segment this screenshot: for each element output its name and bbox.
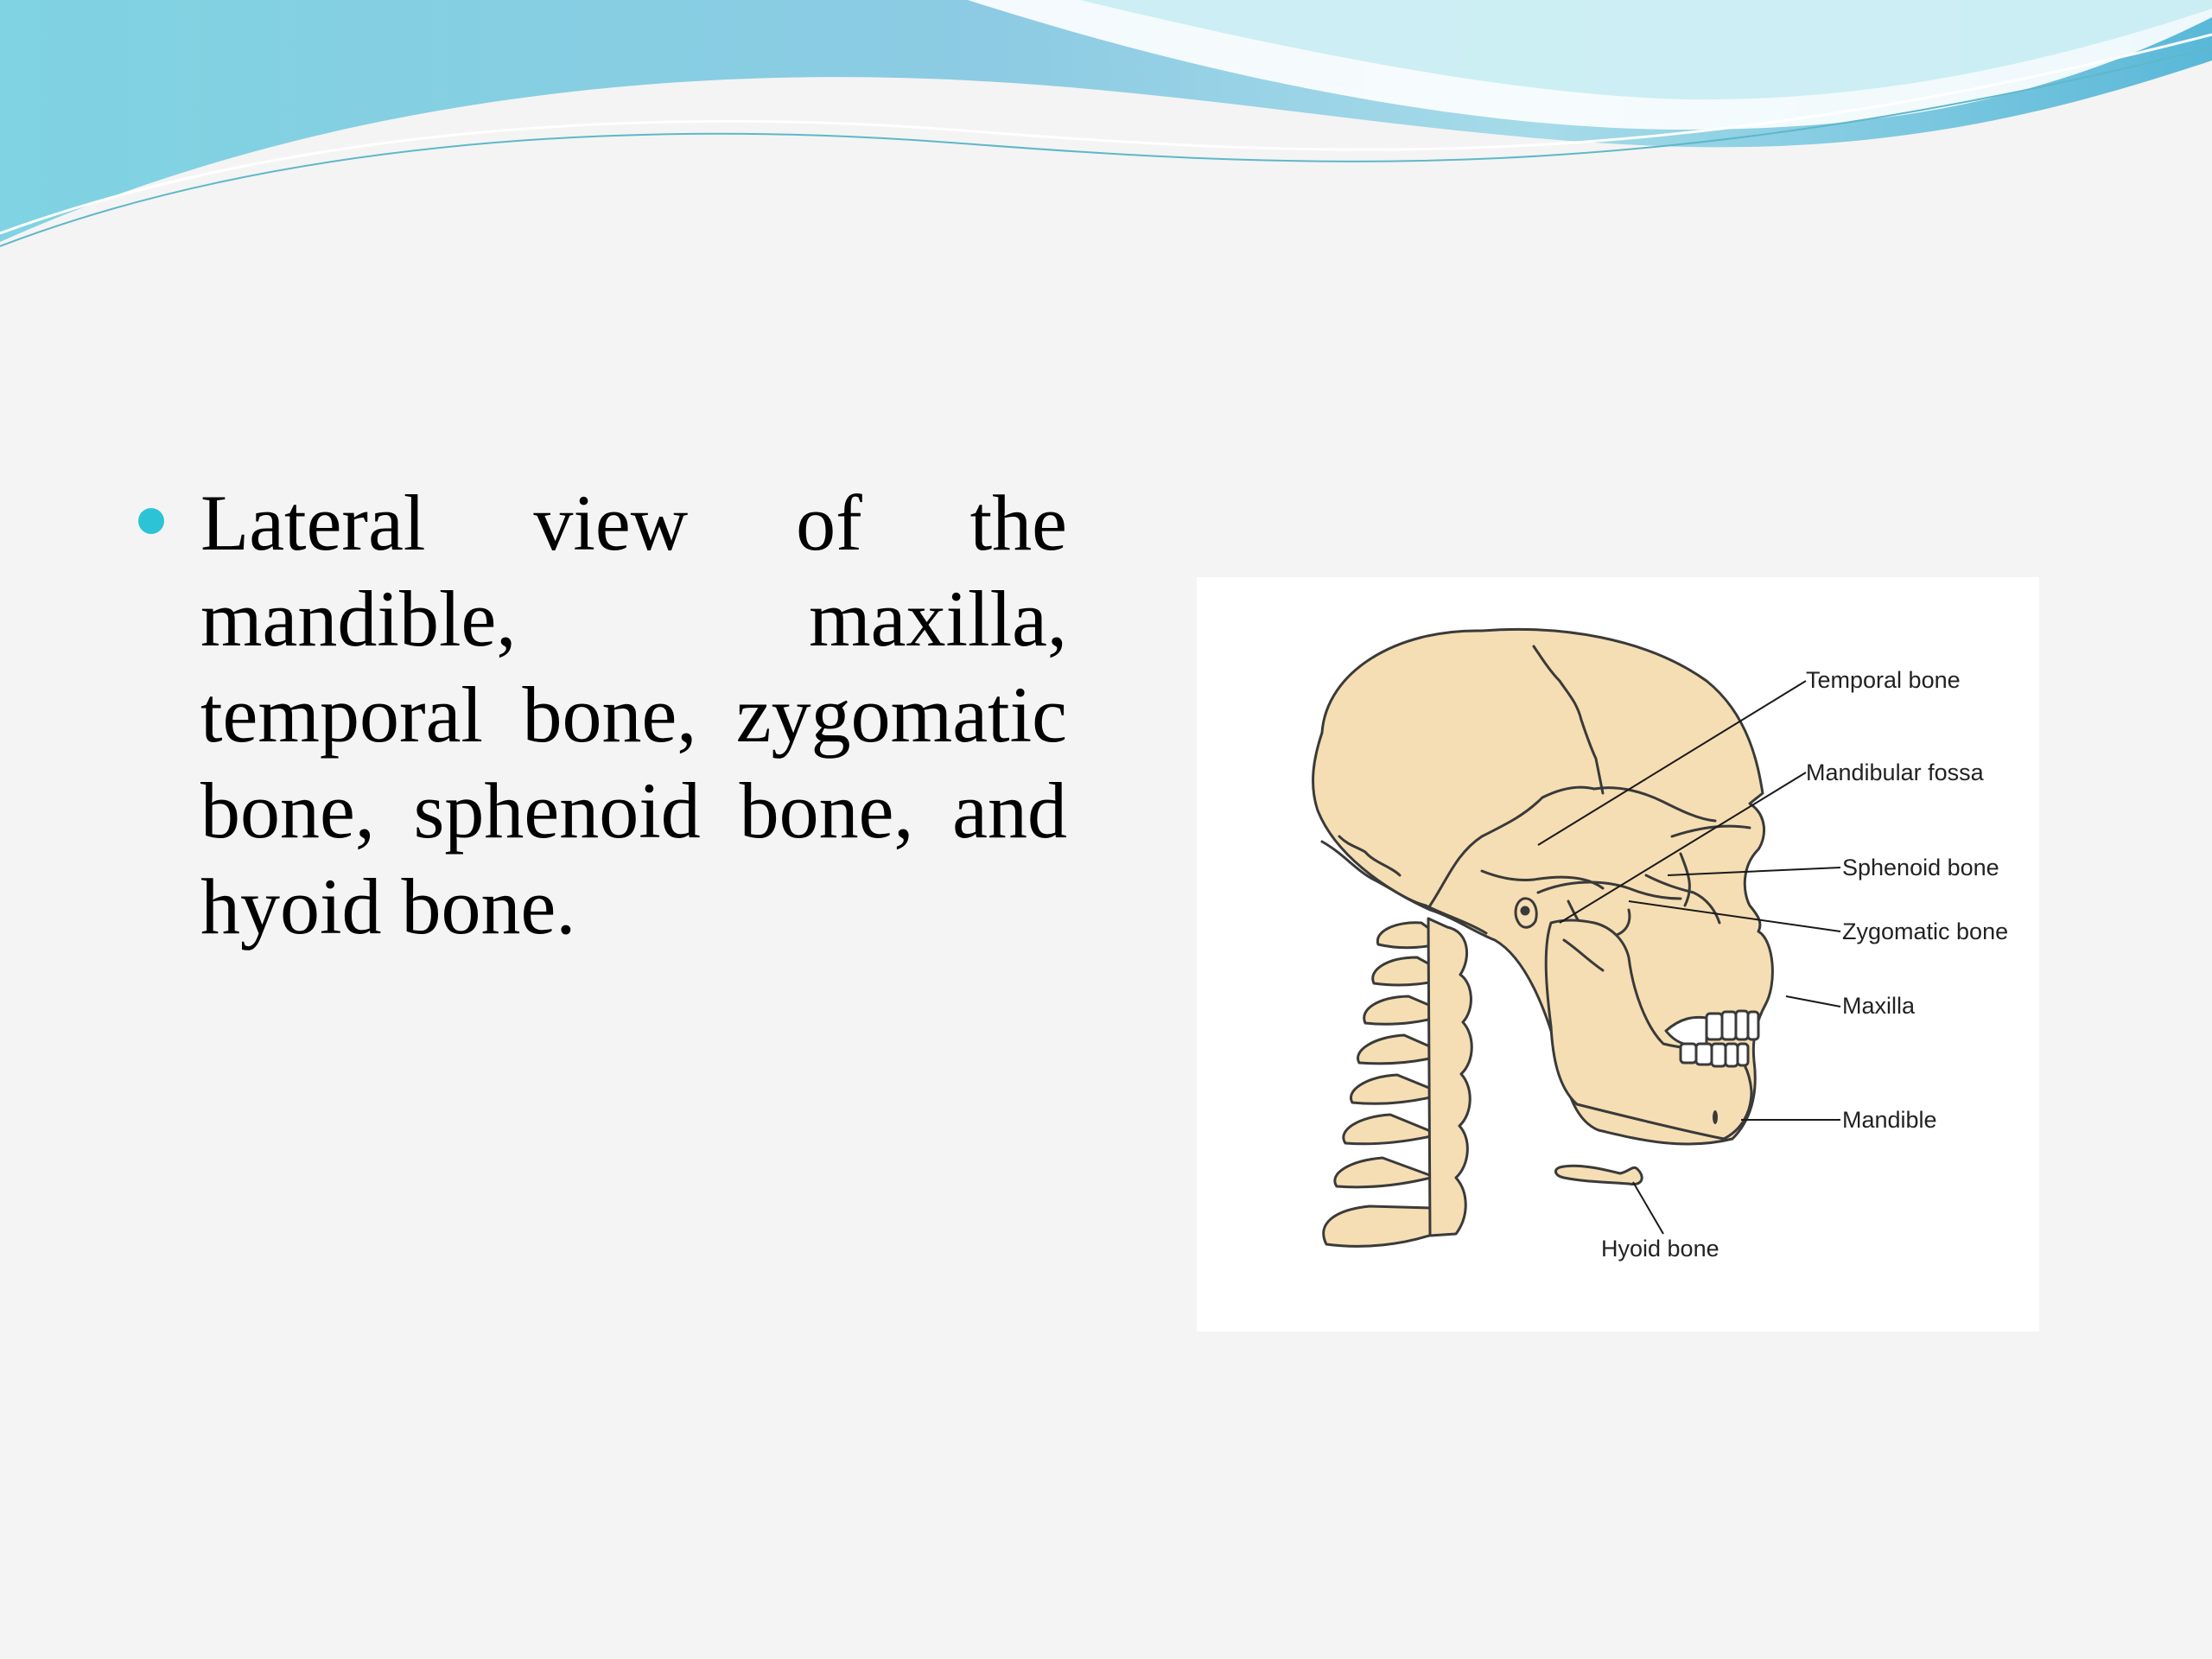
label-temporal-bone: Temporal bone (1806, 667, 1961, 693)
header-wave-decoration (0, 0, 2212, 259)
bullet-text: Lateral view of the mandible, maxilla, temporal bone, zygomatic bone, sphenoid bone, and hyoid bone. (200, 479, 1067, 950)
label-mandibular-fossa: Mandibular fossa (1806, 760, 1984, 785)
label-zygomatic-bone: Zygomatic bone (1842, 918, 2009, 944)
label-sphenoid-bone: Sphenoid bone (1842, 855, 1999, 880)
label-mandible: Mandible (1842, 1107, 1937, 1133)
label-hyoid-bone: Hyoid bone (1601, 1236, 1719, 1262)
bullet-icon (138, 508, 164, 534)
cervical-spine (1324, 918, 1472, 1246)
label-maxilla: Maxilla (1842, 993, 1916, 1019)
bullet-list (138, 475, 1067, 955)
skull-diagram (1197, 577, 2039, 1332)
skull-illustration (1197, 577, 2039, 1332)
hyoid-shape (1555, 1166, 1642, 1184)
